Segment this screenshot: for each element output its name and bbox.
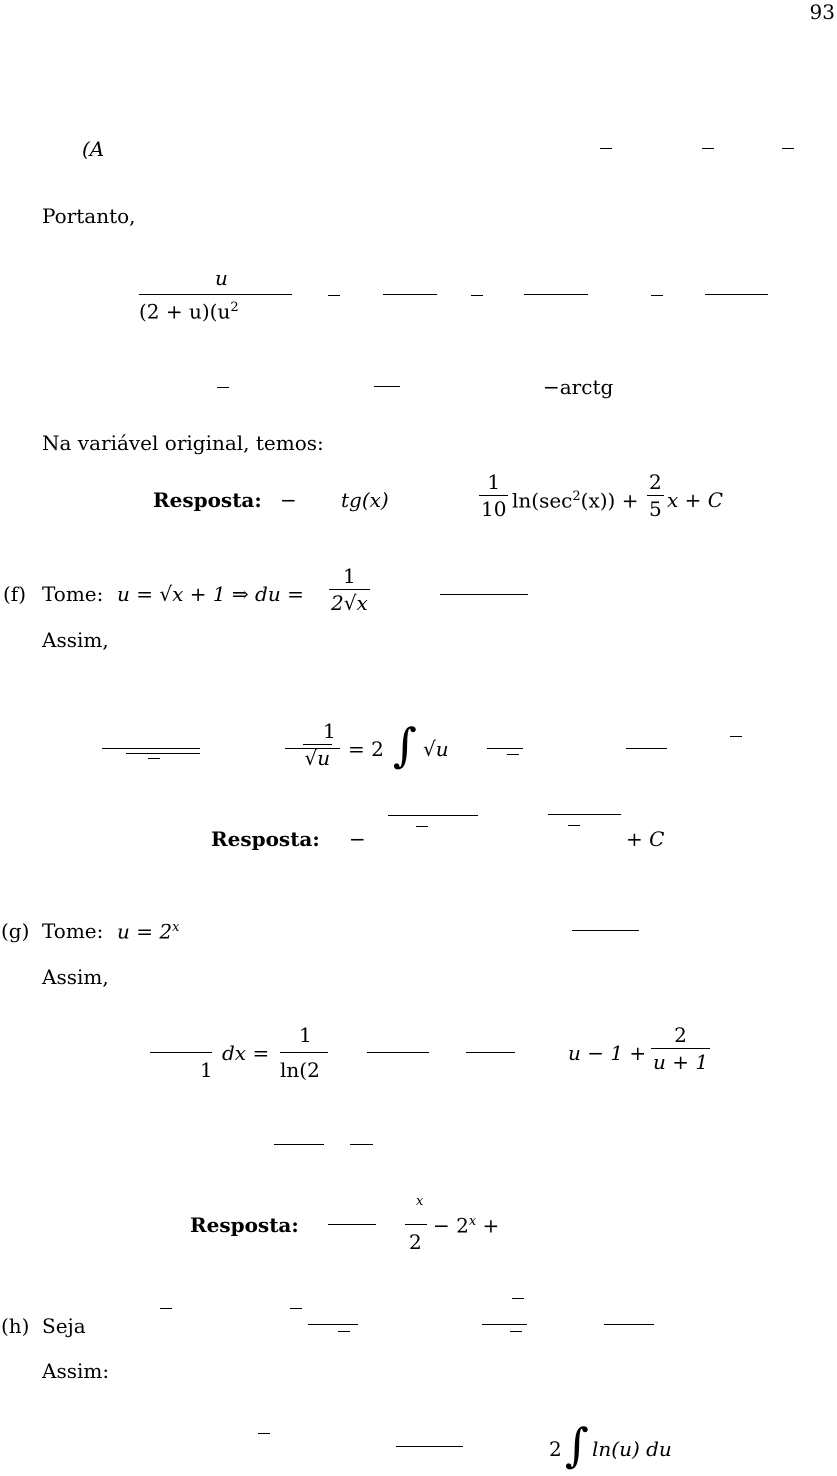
dash-mark xyxy=(782,148,794,149)
fraction-denominator: u + 1 xyxy=(653,1050,709,1074)
fraction-denominator: 5 xyxy=(649,497,662,521)
fraction-bar xyxy=(308,1324,358,1325)
tome-text: Tome: xyxy=(42,919,104,943)
fraction-bar xyxy=(102,748,200,749)
fraction-bar xyxy=(466,1052,515,1053)
minus-sign: − xyxy=(280,488,297,512)
resposta-label: Resposta: xyxy=(153,488,262,512)
fraction-bar xyxy=(572,930,639,931)
dash-mark xyxy=(510,1331,522,1332)
integral-sign: ∫ xyxy=(393,718,417,772)
tail-term: + C xyxy=(626,827,665,851)
fraction-denominator: 10 xyxy=(481,497,507,521)
arctg-term: −arctg xyxy=(543,375,614,399)
equals-two: = 2 xyxy=(348,737,384,761)
tail-term: x + C xyxy=(667,488,724,512)
ln-u-du: ln(u) du xyxy=(592,1437,672,1461)
fraction-denominator: 2 xyxy=(409,1230,422,1254)
fraction-numerator: 1 xyxy=(487,470,501,494)
fraction-bar xyxy=(396,1446,463,1447)
dash-mark xyxy=(290,1308,302,1309)
resposta-label: Resposta: xyxy=(211,827,320,851)
coefficient-two: 2 xyxy=(549,1437,562,1461)
fraction-bar xyxy=(626,748,667,749)
resposta-label: Resposta: xyxy=(190,1213,299,1237)
fraction-bar xyxy=(524,294,588,295)
fraction-bar xyxy=(350,1144,373,1145)
tail-term: − $2^x$ + xyxy=(433,1213,500,1238)
fraction-numerator: 2 xyxy=(649,470,662,494)
paragraph-variavel: Na variável original, temos: xyxy=(42,431,324,455)
fraction-1-sqrt-u xyxy=(297,721,338,768)
fraction-bar xyxy=(150,1052,212,1053)
fraction-bar xyxy=(367,1052,429,1053)
dash-mark xyxy=(328,295,340,296)
fraction-numerator: 1 xyxy=(323,719,336,743)
dash-mark xyxy=(258,1433,270,1434)
paragraph-assim: Assim, xyxy=(42,628,109,652)
fraction-1-10 xyxy=(479,472,508,519)
fraction-bar xyxy=(126,753,200,754)
dash-mark xyxy=(730,736,742,737)
fraction-denominator: ln(2 xyxy=(280,1058,320,1082)
fraction-bar xyxy=(482,1324,527,1325)
fraction-bar xyxy=(388,815,478,816)
item-label-f: (f) xyxy=(3,582,27,606)
fraction-denominator: $(2 + u)(u^2$ xyxy=(139,299,239,324)
fraction-bar xyxy=(328,1224,376,1225)
fraction-bar xyxy=(548,814,621,815)
dx-equals: dx = xyxy=(222,1041,270,1065)
fraction-denominator: 1 xyxy=(200,1058,213,1082)
dash-mark xyxy=(651,295,663,296)
fraction-numerator: x xyxy=(416,1194,424,1209)
fraction-bar xyxy=(280,1052,328,1053)
fraction-2-over-u1 xyxy=(651,1025,710,1072)
minus-sign: − xyxy=(349,827,366,851)
fraction-numerator: 1 xyxy=(299,1023,312,1047)
dash-mark xyxy=(160,1308,172,1309)
fraction-bar xyxy=(487,748,523,749)
label-a-fragment: (A xyxy=(82,137,105,161)
substitution-expr: $u = 2^x$ xyxy=(117,919,180,944)
dash-mark xyxy=(600,148,612,149)
dash-mark xyxy=(568,825,580,826)
dash-mark xyxy=(416,826,428,827)
ln-term: $\ln(\sec^2(x))$ + xyxy=(512,488,639,513)
substitution-expr: u = √x + 1 ⇒ du = xyxy=(117,582,304,606)
dash-mark xyxy=(338,1331,350,1332)
item-label-h: (h) xyxy=(1,1314,30,1338)
fraction-bar xyxy=(383,294,437,295)
fraction-denominator: 2√x xyxy=(331,591,368,615)
tg-term: tg(x) xyxy=(341,488,389,512)
fraction-bar xyxy=(604,1324,654,1325)
fraction-bar xyxy=(274,1144,324,1145)
fraction-du xyxy=(329,566,370,613)
tome-text: Tome: xyxy=(42,582,104,606)
fraction-bar xyxy=(440,594,528,595)
fraction-bar xyxy=(285,748,340,749)
dash-mark xyxy=(507,754,519,755)
dash-mark xyxy=(702,148,714,149)
dash-mark xyxy=(217,387,229,388)
dash-mark xyxy=(512,1298,524,1299)
page-number: 93 xyxy=(809,0,835,24)
seja-text: Seja xyxy=(42,1314,86,1338)
dash-mark xyxy=(148,758,160,759)
fraction-bar xyxy=(374,386,400,387)
item-label-g: (g) xyxy=(1,919,30,943)
fraction-numerator: 2 xyxy=(674,1023,687,1047)
fraction-numerator: u xyxy=(215,266,228,290)
fraction-bar xyxy=(405,1224,427,1225)
paragraph-assim: Assim: xyxy=(42,1359,110,1383)
paragraph-portanto: Portanto, xyxy=(42,204,136,228)
dash-mark xyxy=(471,295,483,296)
integral-sign: ∫ xyxy=(565,1418,589,1472)
fraction-bar xyxy=(139,294,292,295)
fraction-denominator: √u xyxy=(304,746,331,770)
sqrt-u: √u xyxy=(423,737,449,761)
middle-expr: u − 1 + xyxy=(568,1041,647,1065)
fraction-numerator: 1 xyxy=(343,564,356,588)
fraction-bar xyxy=(705,294,768,295)
paragraph-assim: Assim, xyxy=(42,965,109,989)
fraction-2-5 xyxy=(647,472,664,519)
